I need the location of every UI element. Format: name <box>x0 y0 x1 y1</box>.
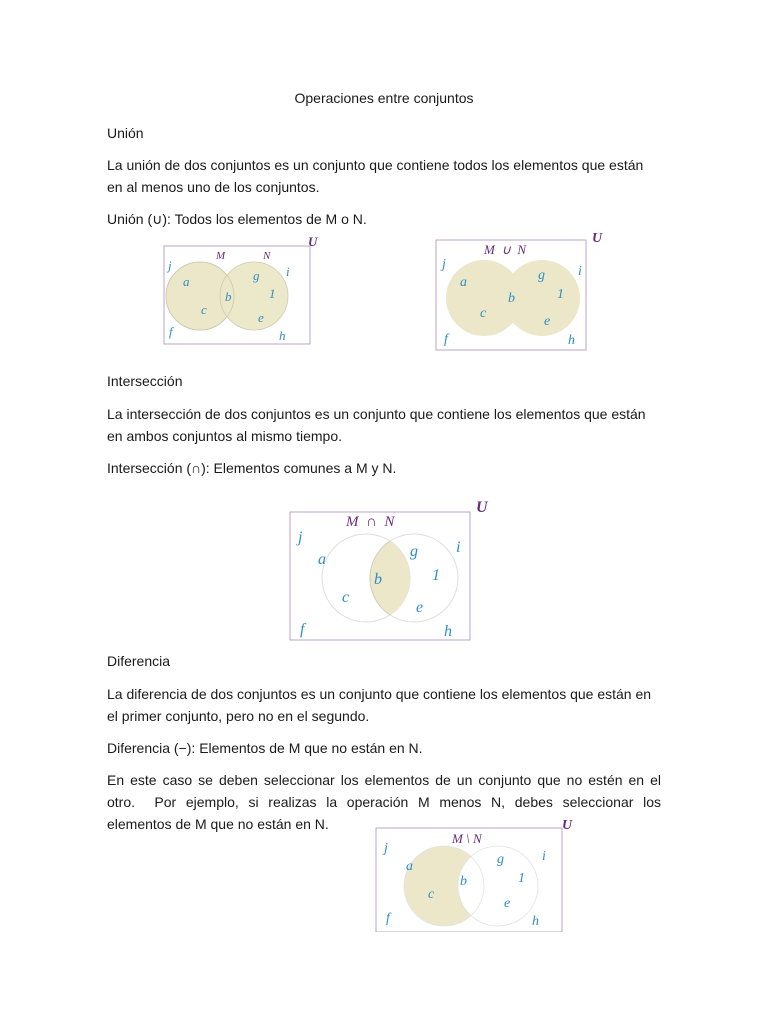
intersection-definition: La intersección de dos conjuntos es un conjunto que contiene los elementos que están en ambos conjuntos al mismo tiempo. <box>107 406 646 444</box>
universe-label: U <box>592 231 603 246</box>
element-m: a <box>318 551 326 568</box>
element-outside: i <box>542 849 546 864</box>
element-n: e <box>504 896 511 911</box>
element-m: c <box>201 302 207 317</box>
element-outside: j <box>442 257 446 272</box>
element-n: 1 <box>432 567 440 584</box>
page-title: Operaciones entre conjuntos <box>294 90 474 106</box>
difference-notation: Diferencia (−): Elementos de M que no están en N. <box>107 740 423 756</box>
venn-diagram-difference <box>362 816 580 932</box>
universe-label: U <box>476 499 488 516</box>
difference-heading: Diferencia <box>107 653 171 669</box>
difference-label: M \ N <box>452 831 482 846</box>
element-outside: j <box>168 258 172 273</box>
element-outside: f <box>444 332 448 347</box>
difference-explanation-line3: elementos de M que no están en N. <box>107 816 329 832</box>
element-outside: h <box>532 914 539 929</box>
element-outside: j <box>384 841 388 856</box>
element-n: 1 <box>518 871 525 886</box>
element-n: g <box>410 543 418 560</box>
element-m: c <box>428 887 435 902</box>
venn-diagram-union <box>418 226 614 360</box>
element-common: b <box>460 874 467 889</box>
element-outside: f <box>386 911 390 926</box>
element-common: b <box>225 289 232 304</box>
element-n: g <box>497 852 504 867</box>
set-n-label: N <box>263 250 271 262</box>
difference-explanation-line1: En este caso se deben seleccionar los elementos de un conjunto que no estén en el <box>107 772 661 788</box>
element-m: c <box>480 306 487 321</box>
element-outside: i <box>456 539 461 556</box>
element-common: b <box>374 571 382 588</box>
union-notation: Unión (∪): Todos los elementos de M o N. <box>107 211 367 227</box>
element-m: c <box>342 589 350 606</box>
venn-diagram-intersection <box>268 494 500 650</box>
set-m-region <box>404 846 484 926</box>
element-n: e <box>416 599 424 616</box>
universe-label: U <box>562 818 573 833</box>
element-outside: f <box>300 621 305 638</box>
intersection-heading: Intersección <box>107 373 183 389</box>
element-m: a <box>460 275 467 290</box>
element-outside: i <box>286 264 290 279</box>
universe-label: U <box>308 234 318 249</box>
element-n: g <box>253 268 260 283</box>
element-n: g <box>538 268 545 283</box>
element-outside: j <box>298 529 303 546</box>
element-m: a <box>183 274 190 289</box>
element-n: e <box>544 314 551 329</box>
element-outside: i <box>578 264 582 279</box>
difference-definition: La diferencia de dos conjuntos es un conjunto que contiene los elementos que están en el primer conjunto, pero no en el segundo. <box>107 686 652 724</box>
intersection-label: M ∩ N <box>346 514 395 530</box>
element-n: 1 <box>269 286 276 301</box>
element-m: a <box>406 859 413 874</box>
venn-diagram-basic <box>136 232 322 354</box>
element-n: 1 <box>557 287 564 302</box>
intersection-notation: Intersección (∩): Elementos comunes a M y N. <box>107 460 397 476</box>
element-n: e <box>258 310 264 325</box>
element-outside: f <box>169 324 173 339</box>
element-outside: h <box>279 328 286 343</box>
difference-explanation-line2: otro. Por ejemplo, si realizas la operación M menos N, debes seleccionar los <box>107 794 661 810</box>
element-outside: h <box>444 623 452 640</box>
union-label: M ∪ N <box>484 242 527 257</box>
union-definition: La unión de dos conjuntos es un conjunto que contiene todos los elementos que están en al menos uno de los conjuntos. <box>107 157 644 195</box>
union-heading: Unión <box>107 125 144 141</box>
element-common: b <box>508 291 515 306</box>
set-m-label: M <box>216 250 226 262</box>
element-outside: h <box>568 333 575 348</box>
